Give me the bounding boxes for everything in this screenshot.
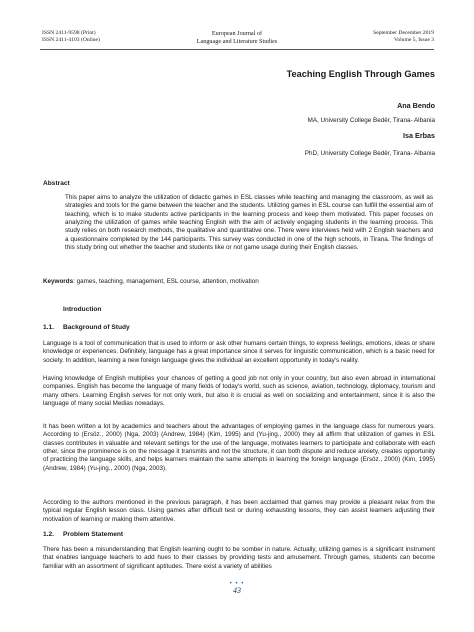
author-affiliation-2: PhD, University College Bedër, Tirana- Albania: [304, 150, 435, 157]
issue-block: [373, 30, 434, 45]
keywords-label: Keywords: [43, 278, 74, 285]
section-number: 1.2.: [43, 531, 54, 538]
paragraph: Language is a tool of communication that is used to inform or ask other humans certain things, to express feelings, emotions, ideas or share knowledge or experiences. Definitely, language has a great importance since it serves for linguistic communication, which is a basic need for society. In addition, learning a new foreign language gives the individual an excellent opportunity in today's reality.: [43, 340, 435, 364]
page-number: 43: [233, 586, 241, 595]
paragraph: There has been a misunderstanding that English learning ought to be somber in nature. Actually, utilizing games is a significant instrument that enables language teachers to add hues to their classes by providing tests and amusement. Through games, students can become familiar with an assortment of significant aptitudes. There exist a variety of abilities: [43, 546, 435, 570]
footer-dots: • • •: [229, 581, 245, 587]
section-heading-1-2: [43, 531, 123, 538]
journal-line-1: European Journal of: [211, 30, 263, 37]
introduction-heading: Introduction: [63, 306, 102, 313]
issn-online: ISSN 2411-4103 (Online): [42, 37, 100, 44]
section-title: Background of Study: [63, 324, 130, 331]
section-number: 1.1.: [43, 324, 54, 331]
paper-title: Teaching English Through Games: [286, 69, 435, 79]
author-name-2: Isa Erbas: [403, 131, 435, 140]
section-heading-1-1: [43, 324, 130, 331]
abstract-text: This paper aims to analyze the utilization of didactic games in ESL classes while teaching and managing the classroom, as well as strategies and tools for the game between the teacher and the students. Utilizing games in ESL course can fulfill the essential aim of teaching, which is to make students active participants in the learning process and keep them motivated. This paper focuses on analyzing the utilization of games while teaching English with the aim of actively engaging students in the learning process. This study relies on both research methods, the qualitative and quantitative one. There were interviews held with 2 English teachers and a questionnaire completed by the 144 participants. This survey was conducted in one of the high schools, in Tirana. The findings of this study bring out whether the teacher and students like or not game usage during their English classes.: [65, 194, 433, 252]
issue-date: September December 2019: [373, 30, 434, 36]
paragraph: Having knowledge of English multiplies your chances of getting a good job not only in your country, but also even abroad in international companies. English has become the language of many fields of today's world, such as science, aviation, technology, diplomacy, tourism and many others. Learning English serves for not only work, but also it is crucial as well on socializing and entertainment, since it is also the language of many social Medias nowadays.: [43, 375, 435, 408]
keywords: [43, 278, 435, 286]
issn-print: ISSN 2411-9598 (Print): [42, 30, 96, 36]
author-name-1: Ana Bendo: [397, 101, 435, 110]
abstract-heading: Abstract: [43, 180, 70, 187]
paragraph: According to the authors mentioned in the previous paragraph, it has been acclaimed that games may provide a pleasant relax from the typical regular English lesson class. Using games after difficult test or during exhausting lessons, they can assist learners adjusting their motivation of learning or making them attentive.: [43, 499, 435, 523]
section-title: Problem Statement: [63, 531, 124, 538]
paragraph: It has been written a lot by academics and teachers about the advantages of employing games in the language class for numerous years. According to (Ersöz., 2000) (Nga, 2003) (Andrew, 1984) (Kim, 1995) and (Yu-jing., 2000) they all affirm that utilization of games in ESL classes contributes in valuable and relevant settings for the use of the language, motivates learners to participate and collaborate with each other, since the prominence is on the message it transmits and not the structure, it can both dispute and reduce anxiety, creates opportunity of practicing the language skills, and helps learners maintain the same attempts in learning the foreign language (Ersöz., 2000) (Kim, 1995) (Andrew, 1984) (Yu-jing., 2000) (Nga, 2003).: [43, 423, 435, 472]
issue-volume: Volume 5, Issue 3: [394, 37, 434, 44]
keywords-text: : games, teaching, management, ESL course, attention, motivation: [73, 278, 259, 285]
author-affiliation-1: MA, University College Bedër, Tirana- Albania: [307, 117, 435, 124]
header-divider: [40, 49, 434, 50]
journal-line-2: Language and Literature Studies: [196, 38, 278, 45]
